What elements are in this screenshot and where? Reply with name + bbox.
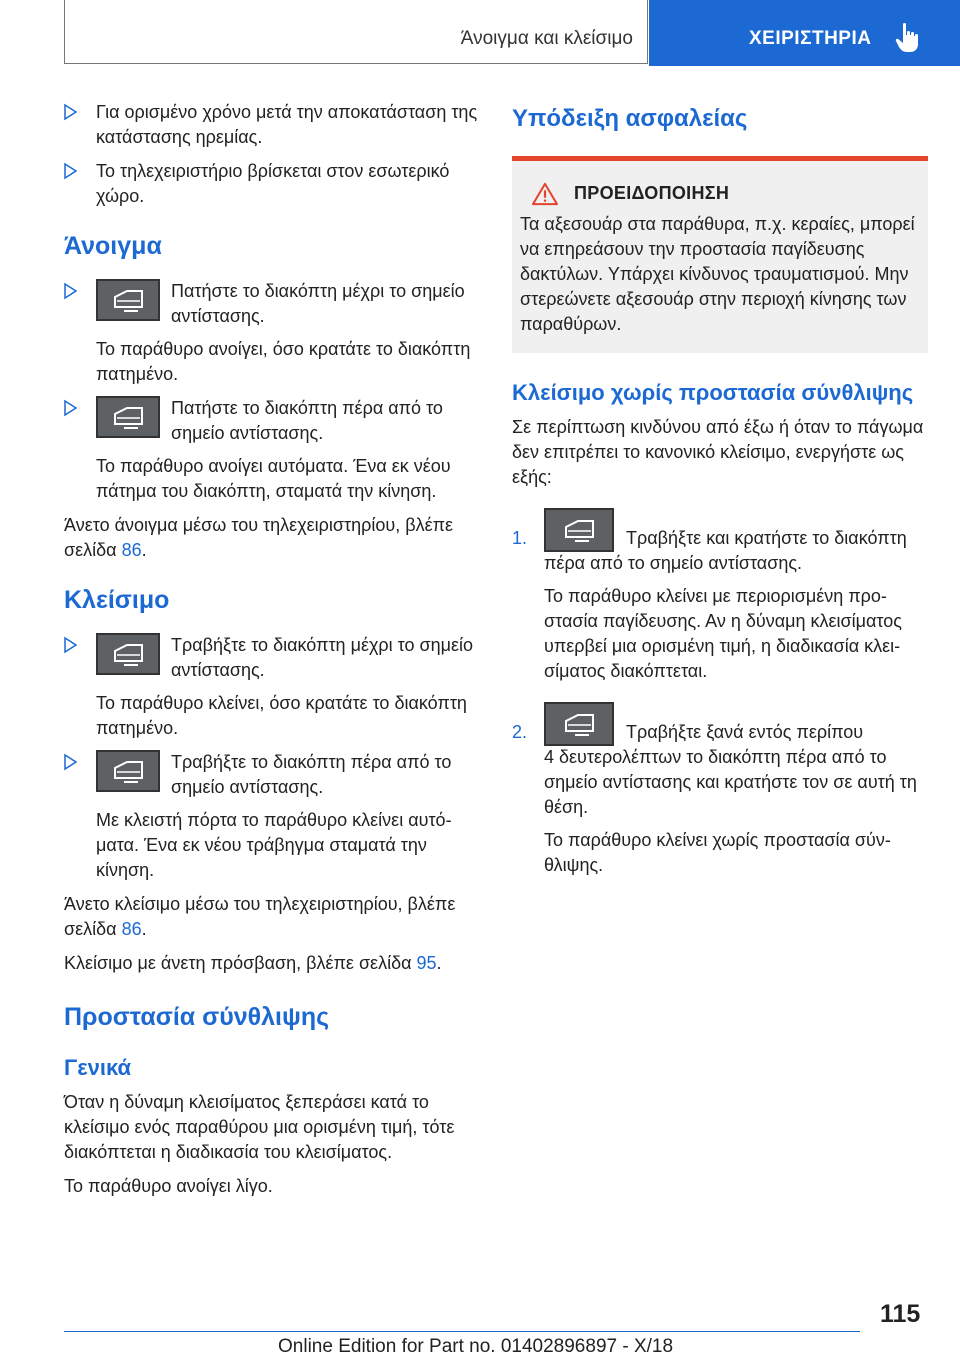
paragraph: Όταν η δύναμη κλεισίματος ξεπεράσει κατά το κλείσιμο ενός παραθύρου μια ορισμένη τιμή, τότε διακόπτεται η διαδικασία του κλεισίματος. <box>64 1092 455 1162</box>
window-switch-icon <box>96 750 160 792</box>
window-switch-icon <box>544 508 614 552</box>
manual-label: ΧΕΙΡΙΣΤΗΡΙΑ <box>749 28 872 49</box>
bullet-text: Για ορισμένο χρόνο μετά την αποκατάσταση της κατάστασης ηρεμίας. <box>96 102 478 147</box>
section-tab <box>64 0 648 64</box>
reference-text: Κλείσιμο με άνετη πρόσβαση, βλέπε σελίδα <box>64 953 417 973</box>
warning-box <box>512 156 928 353</box>
edition-note: Online Edition for Part no. 01402896897 - X/18 <box>278 1336 674 1357</box>
warning-text: Τα αξεσουάρ στα παράθυρα, π.χ. κεραίες, μπορεί να επηρεάσουν την προστασία παγίδευσης δακτύλων. Υπάρχει κίνδυνος τραυματισμού. Μην στερεώνετε αξεσουάρ στην περιοχή κίνησης των παραθύρων. <box>520 214 915 334</box>
subsection-heading: Γενικά <box>64 1055 132 1080</box>
period: . <box>436 953 442 973</box>
window-switch-icon <box>544 702 614 746</box>
step-text-cont: 4 δευτερολέπτων το διακόπτη πέρα από το σημείο αντίστασης και κρατήστε τον σε αυτή τη θέση. <box>544 747 917 817</box>
step-result: Το παράθυρο κλείνει, όσο κρατάτε το διακόπτη πατημένο. <box>96 693 467 738</box>
period: . <box>141 540 147 560</box>
step-number: 1. <box>512 528 528 548</box>
left-column <box>64 100 478 1208</box>
section-heading: Προστασία σύνθλιψης <box>64 1003 330 1031</box>
step-text: Τραβήξτε ξανά εντός περίπου <box>626 722 864 742</box>
step-text: Πατήστε το διακόπτη μέχρι το σημείο αντίστασης. <box>171 281 465 326</box>
period: . <box>141 919 147 939</box>
reference-text: Άνετο άνοιγμα μέσω του τηλεχειριστηρίου, βλέπε σελίδα <box>64 515 454 560</box>
cross-reference <box>64 892 478 942</box>
step-result: Το παράθυρο ανοίγει αυτόματα. Ένα εκ νέου πάτημα του διακόπτη, σταματά την κίνηση. <box>96 456 451 501</box>
bullet-text: Το τηλεχειριστήριο βρίσκεται στον εσωτερικό χώρο. <box>96 161 450 206</box>
section-title: Άνοιγμα και κλείσιμο <box>460 28 633 49</box>
page-link[interactable]: 86 <box>121 540 142 560</box>
section-heading: Υπόδειξη ασφαλείας <box>512 105 748 132</box>
step-result: Το παράθυρο κλείνει χωρίς προστασία σύνθλιψης. <box>544 830 891 875</box>
step-text: Τραβήξτε και κρατήστε το διακόπτη <box>626 528 907 548</box>
warning-triangle-icon <box>530 182 560 206</box>
page-number: 115 <box>880 1300 921 1328</box>
step-text: Τραβήξτε το διακόπτη μέχρι το σημείο αντίστασης. <box>171 635 474 680</box>
warning-header <box>520 181 920 206</box>
list-item <box>64 279 478 329</box>
step-result: Το παράθυρο κλείνει με περιορισμένη προστασία παγίδευσης. Αν η δύναμη κλεισίματος υπερβεί μια ορισμένη τιμή, η διαδικασία κλεισίματος διακόπτεται. <box>544 586 902 681</box>
list-item <box>64 633 478 683</box>
window-switch-icon <box>96 396 160 438</box>
window-switch-icon <box>96 633 160 675</box>
section-heading: Κλείσιμο <box>64 586 170 614</box>
subsection-heading: Κλείσιμο χωρίς προστασία σύνθλιψης <box>512 380 914 405</box>
triangle-bullet-icon <box>64 162 77 180</box>
list-item <box>64 750 478 800</box>
step-text: Πατήστε το διακόπτη πέρα από το σημείο αντίστασης. <box>171 398 443 443</box>
manual-tab <box>649 0 960 66</box>
cross-reference <box>64 513 478 563</box>
list-item <box>64 396 478 446</box>
step-text: Τραβήξτε το διακόπτη πέρα από το σημείο αντίστασης. <box>171 752 452 797</box>
page-header <box>0 0 960 66</box>
triangle-bullet-icon <box>64 282 77 300</box>
triangle-bullet-icon <box>64 399 77 417</box>
footer-divider <box>64 1331 860 1332</box>
list-item <box>64 159 478 209</box>
step-result: Το παράθυρο ανοίγει, όσο κρατάτε το διακόπτη πατημένο. <box>96 339 471 384</box>
list-item <box>64 100 478 150</box>
section-heading: Άνοιγμα <box>64 232 162 260</box>
warning-title: ΠΡΟΕΙΔΟΠΟΙΗΣΗ <box>574 183 730 203</box>
numbered-step <box>512 702 928 820</box>
numbered-step <box>512 508 928 576</box>
triangle-bullet-icon <box>64 103 77 121</box>
triangle-bullet-icon <box>64 753 77 771</box>
step-result: Με κλειστή πόρτα το παράθυρο κλείνει αυτόματα. Ένα εκ νέου τράβηγμα σταματά την κίνηση. <box>96 810 452 880</box>
page-link[interactable]: 86 <box>121 919 142 939</box>
paragraph: Το παράθυρο ανοίγει λίγο. <box>64 1176 273 1196</box>
step-number: 2. <box>512 722 528 742</box>
reference-text: Άνετο κλείσιμο μέσω του τηλεχειριστηρίου, βλέπε σελίδα <box>64 894 456 939</box>
right-column <box>512 100 928 887</box>
window-switch-icon <box>96 279 160 321</box>
triangle-bullet-icon <box>64 636 77 654</box>
page-link[interactable]: 95 <box>416 953 437 973</box>
pointing-hand-icon <box>895 22 921 54</box>
paragraph: Σε περίπτωση κινδύνου από έξω ή όταν το πάγωμα δεν επιτρέπει το κανονικό κλείσιμο, ενεργήστε ως εξής: <box>512 417 924 487</box>
cross-reference <box>64 951 478 976</box>
step-text-cont: πέρα από το σημείο αντίστασης. <box>544 553 803 573</box>
